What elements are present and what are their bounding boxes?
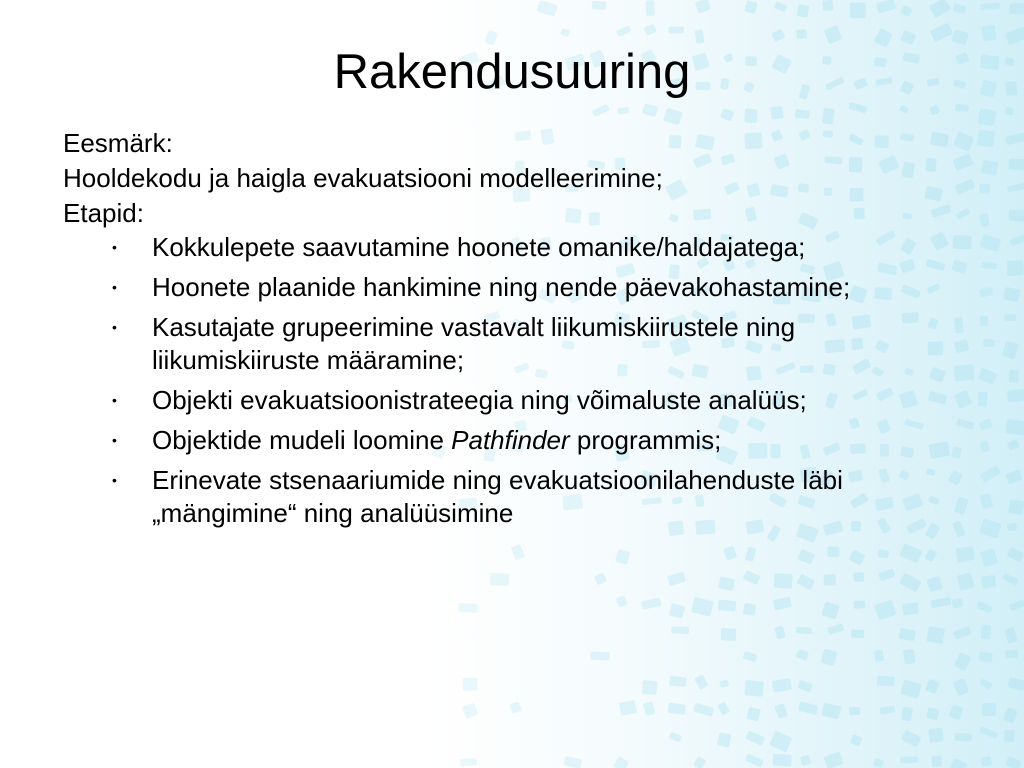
list-item (63, 231, 943, 264)
stages-list (63, 231, 943, 530)
list-item-text: Objekti evakuatsioonistrateegia ning võimaluste analüüs; (152, 385, 807, 415)
list-item-text: Hoonete plaanide hankimine ning nende päevakohastamine; (152, 272, 851, 302)
goal-label: Eesmärk: (63, 128, 173, 158)
bullet-icon: • (112, 472, 117, 488)
bullet-icon: • (112, 319, 117, 335)
slide-title: Rakendusuuring (333, 45, 691, 99)
bullet-icon: • (112, 432, 117, 448)
slide-body (63, 126, 943, 537)
bullet-icon: • (112, 392, 117, 408)
list-item-text: Erinevate stsenaariumide ning evakuatsioonilahenduste läbi „mängimine“ ning analüüsimine (152, 465, 843, 528)
list-item-text: Kokkulepete saavutamine hoonete omanike/haldajatega; (152, 232, 806, 262)
list-item (63, 311, 943, 377)
stages-label: Etapid: (63, 198, 144, 228)
software-name: Pathfinder (451, 425, 570, 455)
list-item-text (152, 425, 721, 455)
list-item-text: Kasutajate grupeerimine vastavalt liikumiskiirustele ning liikumiskiiruste määramine; (152, 312, 796, 375)
list-item (63, 384, 943, 417)
list-item (63, 464, 943, 530)
list-item-text-end: programmis; (569, 425, 722, 455)
list-item (63, 271, 943, 304)
list-item-text-start: Objektide mudeli loomine (152, 425, 452, 455)
bullet-icon: • (112, 239, 117, 255)
bullet-icon: • (112, 279, 117, 295)
list-item (63, 424, 943, 457)
goal-text: Hooldekodu ja haigla evakuatsiooni modelleerimine; (63, 163, 663, 193)
